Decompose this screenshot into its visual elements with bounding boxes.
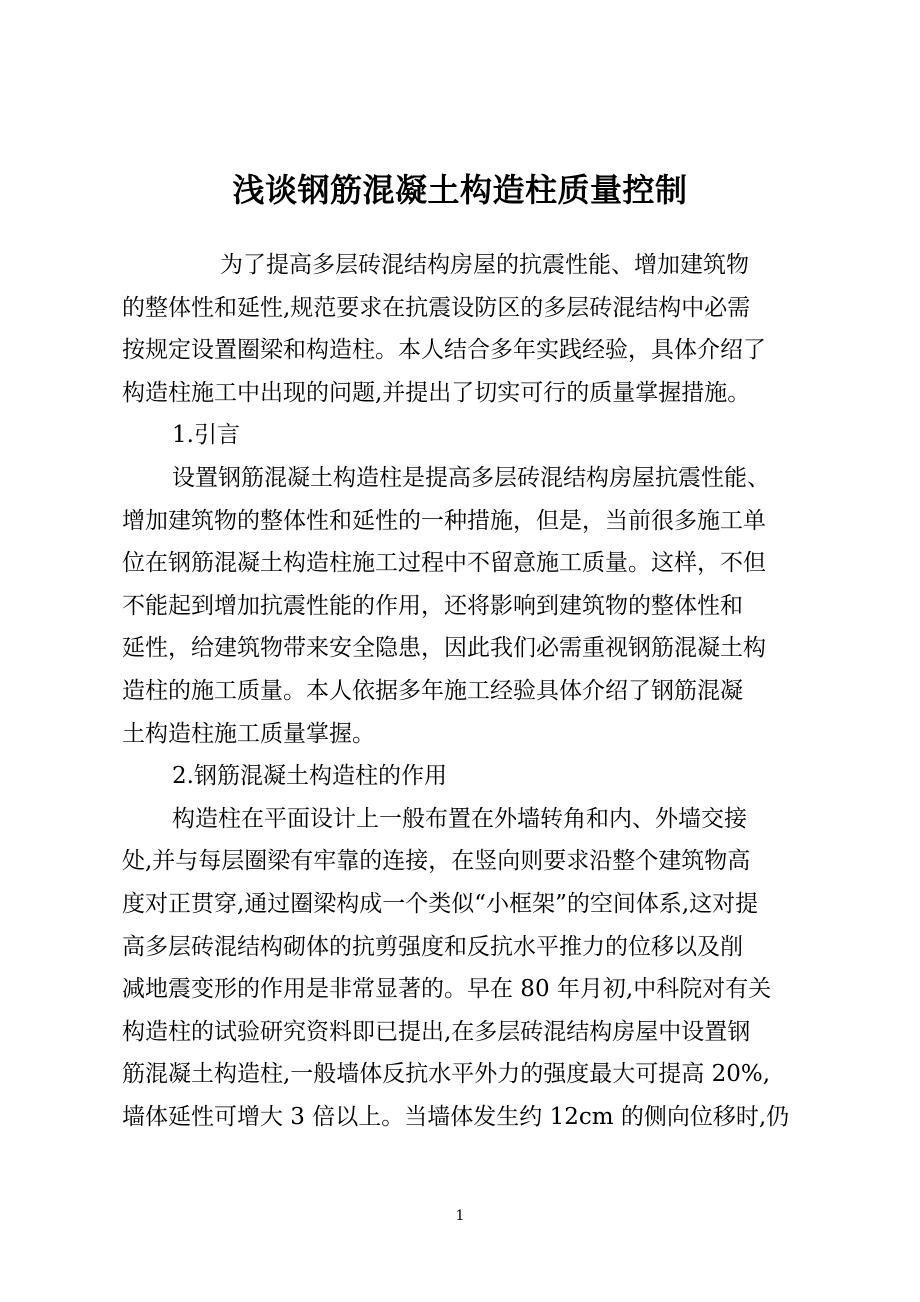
paragraph-line: 按规定设置圈梁和构造柱。本人结合多年实践经验，具体介绍了 [122,337,766,364]
paragraph-line: 构造柱施工中出现的问题,并提出了切实可行的质量掌握措施。 [122,379,751,406]
paragraph-line: 土构造柱施工质量掌握。 [122,720,375,747]
paragraph-line: 的整体性和延性,规范要求在抗震设防区的多层砖混结构中必需 [122,294,751,321]
paragraph-line: 造柱的施工质量。本人依据多年施工经验具体介绍了钢筋混凝 [122,677,743,704]
paragraph-line: 构造柱在平面设计上一般布置在外墙转角和内、外墙交接 [172,805,747,832]
section-heading: 2.钢筋混凝土构造柱的作用 [172,763,447,790]
paragraph-line: 构造柱的试验研究资料即已提出,在多层砖混结构房屋中设置钢 [122,1018,751,1045]
paragraph-line: 设置钢筋混凝土构造柱是提高多层砖混结构房屋抗震性能、 [172,464,770,491]
paragraph-line: 墙体延性可增大 3 倍以上。当墙体发生约 12cm 的侧向位移时,仍 [122,1103,790,1130]
section-heading: 1.引言 [172,422,240,449]
paragraph-line: 度对正贯穿,通过圈梁构成一个类似“小框架”的空间体系,这对提 [122,890,759,917]
paragraph-line: 延性，给建筑物带来安全隐患，因此我们必需重视钢筋混凝土构 [122,635,766,662]
paragraph-line: 处,并与每层圈梁有牢靠的连接，在竖向则要求沿整个建筑物高 [122,848,751,875]
paragraph-line: 高多层砖混结构砌体的抗剪强度和反抗水平推力的位移以及削 [122,933,743,960]
page-number: 1 [455,1208,465,1224]
document-body [122,244,802,1138]
paragraph-line: 为了提高多层砖混结构房屋的抗震性能、增加建筑物 [220,252,749,278]
paragraph-line: 筋混凝土构造柱,一般墙体反抗水平外力的强度最大可提高 20%, [122,1061,771,1088]
paragraph-line: 不能起到增加抗震性能的作用，还将影响到建筑物的整体性和 [122,592,743,619]
paragraph-line: 减地震变形的作用是非常显著的。早在 80 年月初,中科院对有关 [122,976,772,1003]
paragraph-line: 位在钢筋混凝土构造柱施工过程中不留意施工质量。这样，不但 [122,550,766,577]
document-title: 浅谈钢筋混凝土构造柱质量控制 [232,171,688,209]
paragraph-line: 增加建筑物的整体性和延性的一种措施，但是，当前很多施工单 [122,507,766,534]
